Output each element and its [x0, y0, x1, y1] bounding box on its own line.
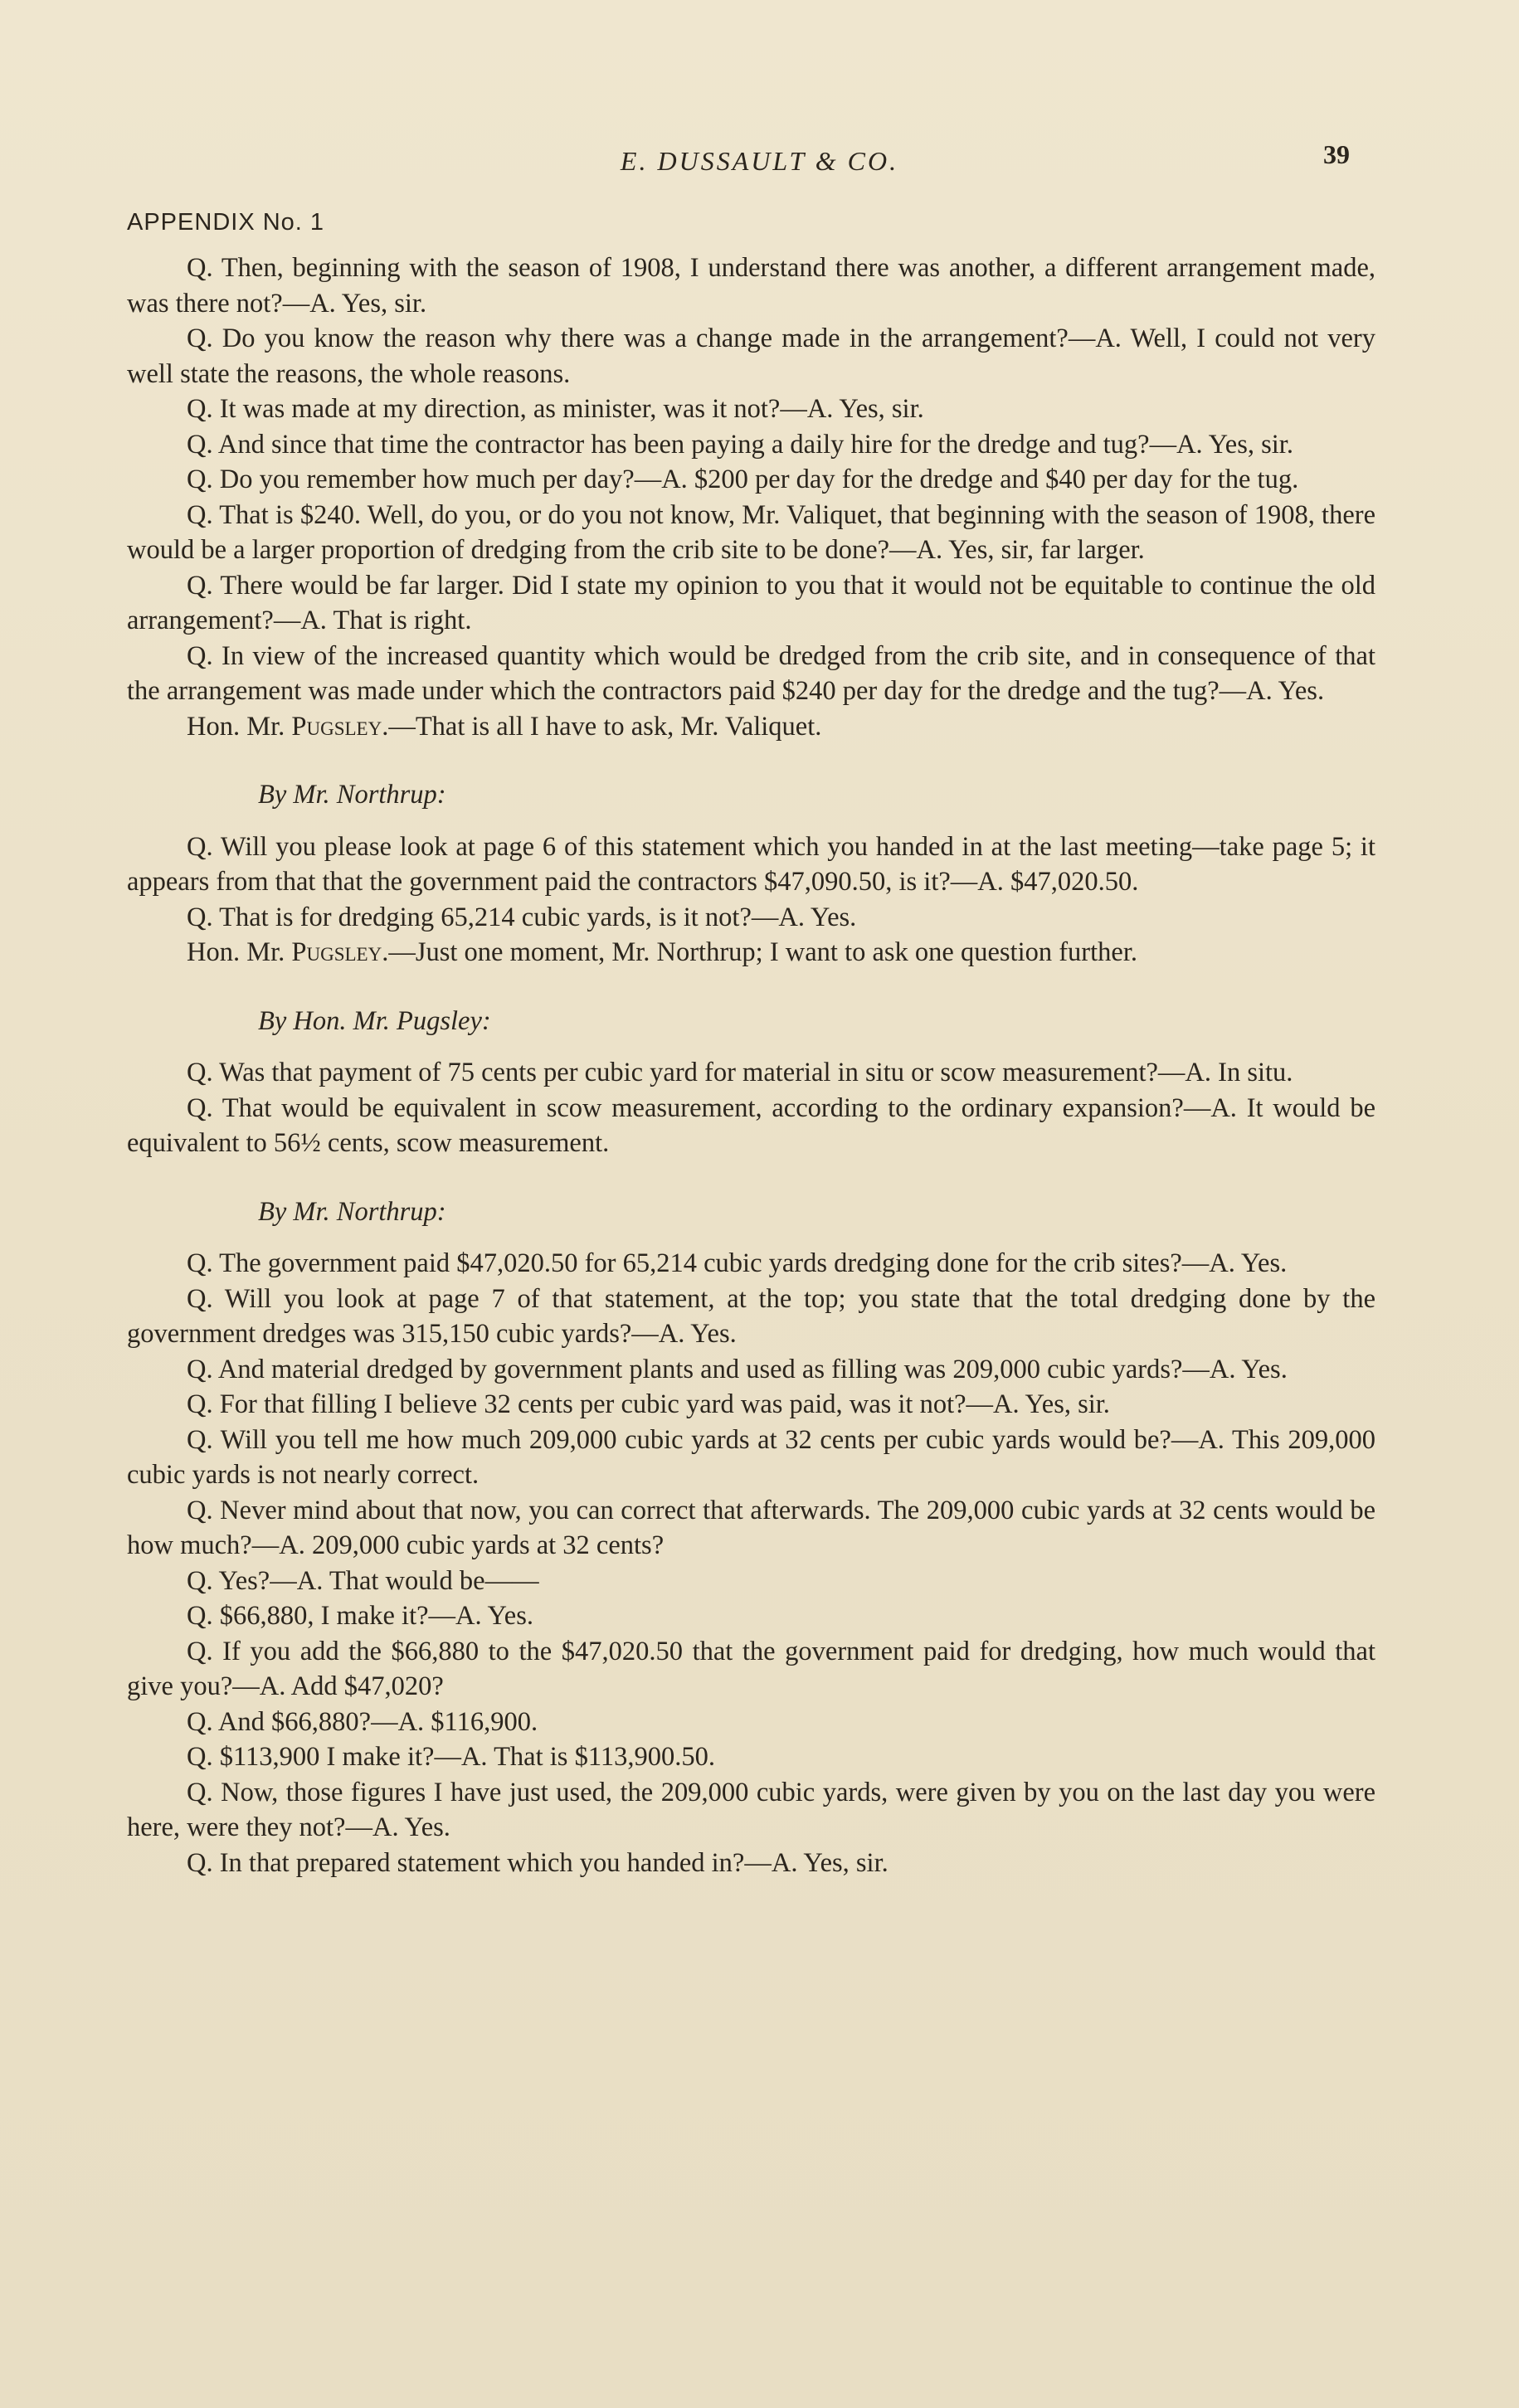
qa-paragraph: Q. Will you look at page 7 of that statement, at the top; you state that the total dredging done by the government dredges was 315,150 cubic yards?—A. Yes.: [127, 1283, 1375, 1349]
qa-paragraph: Q. Do you remember how much per day?—A. $200 per day for the dredge and $40 per day for the tug.: [187, 465, 1299, 494]
qa-paragraph: Q. Then, beginning with the season of 1908, I understand there was another, a different arrangement made, was there not?—A. Yes, sir.: [127, 253, 1375, 319]
speaker-text: .—Just one moment, Mr. Northrup; I want to ask one question further.: [382, 937, 1137, 967]
qa-paragraph: Q. $113,900 I make it?—A. That is $113,900.50.: [187, 1742, 715, 1772]
qa-paragraph: Q. In that prepared statement which you handed in?—A. Yes, sir.: [187, 1847, 889, 1878]
qa-paragraph: Q. Do you know the reason why there was a change made in the arrangement?—A. Well, I could not very well state the reasons, the whole reasons.: [127, 323, 1375, 389]
qa-paragraph: Q. Was that payment of 75 cents per cubic yard for material in situ or scow measurement?—A. In situ.: [187, 1058, 1293, 1087]
qa-paragraph: Q. And $66,880?—A. $116,900.: [187, 1706, 538, 1737]
qa-paragraph: Q. Will you please look at page 6 of this statement which you handed in at the last meeting—take page 5; it appears from that that the government paid the contractors $47,090.50, is it?—A. $47,020.50.: [127, 831, 1375, 897]
qa-paragraph: Q. If you add the $66,880 to the $47,020.50 that the government paid for dredging, how much would that give you?—A. Add $47,020?: [127, 1636, 1375, 1701]
qa-paragraph: Q. The government paid $47,020.50 for 65,214 cubic yards dredging done for the crib sites?—A. Yes.: [187, 1248, 1288, 1278]
qa-paragraph: Q. That would be equivalent in scow measurement, according to the ordinary expansion?—A. It would be equivalent to 56½ cents, scow measurement.: [127, 1092, 1375, 1158]
speaker-name: Pugsley: [291, 937, 382, 967]
qa-paragraph: Q. $66,880, I make it?—A. Yes.: [187, 1601, 533, 1631]
speaker-paragraph: [127, 709, 1375, 745]
qa-paragraph: Q. It was made at my direction, as minister, was it not?—A. Yes, sir.: [187, 394, 924, 424]
qa-paragraph: Q. Will you tell me how much 209,000 cubic yards at 32 cents per cubic yards would be?—A. This 209,000 cubic yards is not nearly correct.: [127, 1424, 1375, 1490]
qa-paragraph: Q. Now, those figures I have just used, the 209,000 cubic yards, were given by you on the last day you were here, were they not?—A. Yes.: [127, 1777, 1375, 1842]
speaker-prefix: Hon. Mr.: [187, 937, 292, 967]
speaker-paragraph: [127, 935, 1375, 970]
qa-paragraph: Q. There would be far larger. Did I state my opinion to you that it would not be equitable to continue the old arrangement?—A. That is right.: [127, 570, 1375, 635]
speaker-name: Pugsley: [291, 711, 382, 742]
qa-paragraph: Q. That is $240. Well, do you, or do you not know, Mr. Valiquet, that beginning with the season of 1908, there would be a larger proportion of dredging from the crib site to be done?—A. Yes, sir, far larger.: [127, 499, 1375, 565]
section-heading: By Hon. Mr. Pugsley:: [258, 1005, 491, 1036]
page-number: 39: [1323, 139, 1350, 169]
body-text: [127, 251, 1375, 1880]
section-heading: By Mr. Northrup:: [258, 1196, 446, 1227]
qa-paragraph: Q. In view of the increased quantity which would be dredged from the crib site, and in consequence of that the arrangement was made under which the contractors paid $240 per day for the dredge and the tug?—A. Yes.: [127, 640, 1375, 706]
speaker-text: .—That is all I have to ask, Mr. Valiquet.: [382, 711, 822, 742]
qa-paragraph: Q. And since that time the contractor has been paying a daily hire for the dredge and tug?—A. Yes, sir.: [187, 429, 1293, 460]
speaker-prefix: Hon. Mr.: [187, 711, 292, 742]
section-heading: By Mr. Northrup:: [258, 780, 446, 810]
page-header: [0, 139, 1519, 189]
qa-paragraph: Q. Yes?—A. That would be——: [187, 1565, 539, 1596]
qa-paragraph: Q. Never mind about that now, you can correct that afterwards. The 209,000 cubic yards at 32 cents would be how much?—A. 209,000 cubic yards at 32 cents?: [127, 1495, 1375, 1560]
appendix-label: APPENDIX No. 1: [127, 209, 325, 236]
qa-paragraph: Q. For that filling I believe 32 cents per cubic yard was paid, was it not?—A. Yes, sir.: [187, 1389, 1110, 1419]
qa-paragraph: Q. And material dredged by government plants and used as filling was 209,000 cubic yards?—A. Yes.: [187, 1354, 1288, 1384]
running-title: E. DUSSAULT & CO.: [620, 146, 899, 176]
qa-paragraph: Q. That is for dredging 65,214 cubic yards, is it not?—A. Yes.: [187, 902, 857, 932]
